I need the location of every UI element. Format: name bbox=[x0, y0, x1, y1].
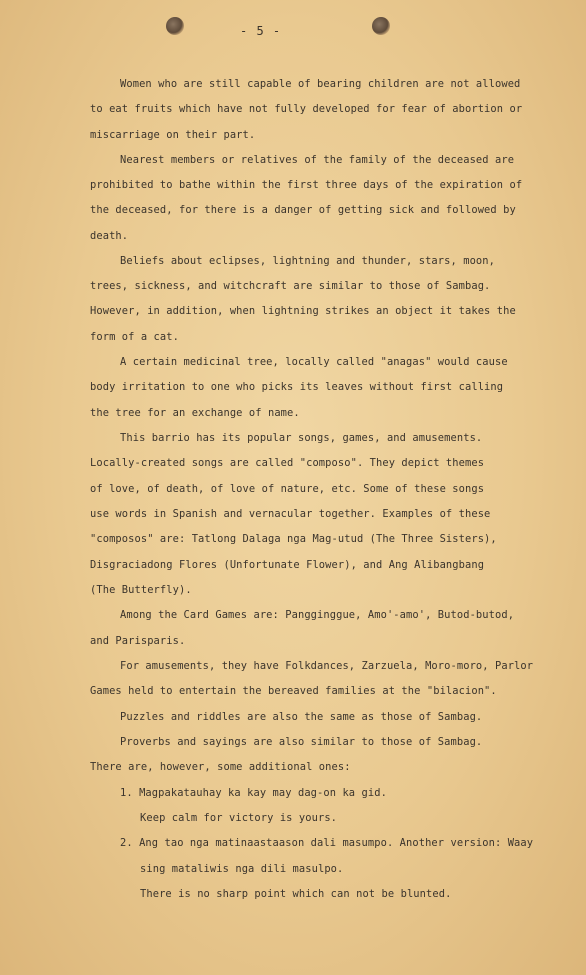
text-line: Locally-created songs are called "composo". They depict themes bbox=[90, 457, 485, 469]
text-line: Among the Card Games are: Pangginggue, Amo'-amo', Butod-butod, bbox=[120, 609, 515, 621]
text-line: trees, sickness, and witchcraft are similar to those of Sambag. bbox=[90, 280, 491, 292]
text-line: the tree for an exchange of name. bbox=[90, 407, 300, 419]
list-item: 1. Magpakatauhay ka kay may dag-on ka gid. bbox=[120, 787, 387, 799]
text-line: miscarriage on their part. bbox=[90, 129, 256, 141]
text-line: of love, of death, of love of nature, etc. Some of these songs bbox=[90, 483, 485, 495]
text-line: form of a cat. bbox=[90, 331, 179, 343]
page-number: - 5 - bbox=[240, 24, 282, 38]
list-item-continuation: sing mataliwis nga dili masulpo. bbox=[140, 863, 344, 875]
text-line: use words in Spanish and vernacular together. Examples of these bbox=[90, 508, 491, 520]
text-line: For amusements, they have Folkdances, Zarzuela, Moro-moro, Parlor bbox=[120, 660, 534, 672]
punch-hole-left bbox=[166, 17, 184, 35]
text-line: Proverbs and sayings are also similar to those of Sambag. bbox=[120, 736, 483, 748]
text-line: Disgraciadong Flores (Unfortunate Flower), and Ang Alibangbang bbox=[90, 559, 485, 571]
text-line: However, in addition, when lightning strikes an object it takes the bbox=[90, 305, 516, 317]
text-line: "composos" are: Tatlong Dalaga nga Mag-utud (The Three Sisters), bbox=[90, 533, 497, 545]
text-line: Beliefs about eclipses, lightning and thunder, stars, moon, bbox=[120, 255, 495, 267]
punch-hole-right bbox=[372, 17, 390, 35]
text-line: Nearest members or relatives of the family of the deceased are bbox=[120, 154, 515, 166]
text-line: death. bbox=[90, 230, 129, 242]
list-item: 2. Ang tao nga matinaastaason dali masumpo. Another version: Waay bbox=[120, 837, 534, 849]
text-line: Games held to entertain the bereaved families at the "bilacion". bbox=[90, 685, 497, 697]
text-line: There are, however, some additional ones: bbox=[90, 761, 351, 773]
text-line: This barrio has its popular songs, games, and amusements. bbox=[120, 432, 483, 444]
text-line: (The Butterfly). bbox=[90, 584, 192, 596]
text-line: and Parisparis. bbox=[90, 635, 186, 647]
text-line: A certain medicinal tree, locally called "anagas" would cause bbox=[120, 356, 508, 368]
text-line: prohibited to bathe within the first three days of the expiration of bbox=[90, 179, 523, 191]
list-item-translation: Keep calm for victory is yours. bbox=[140, 812, 338, 824]
list-item-translation: There is no sharp point which can not be blunted. bbox=[140, 888, 452, 900]
text-line: body irritation to one who picks its leaves without first calling bbox=[90, 381, 504, 393]
text-line: to eat fruits which have not fully developed for fear of abortion or bbox=[90, 103, 523, 115]
text-line: Women who are still capable of bearing children are not allowed bbox=[120, 78, 521, 90]
text-line: the deceased, for there is a danger of getting sick and followed by bbox=[90, 204, 516, 216]
text-line: Puzzles and riddles are also the same as those of Sambag. bbox=[120, 711, 483, 723]
